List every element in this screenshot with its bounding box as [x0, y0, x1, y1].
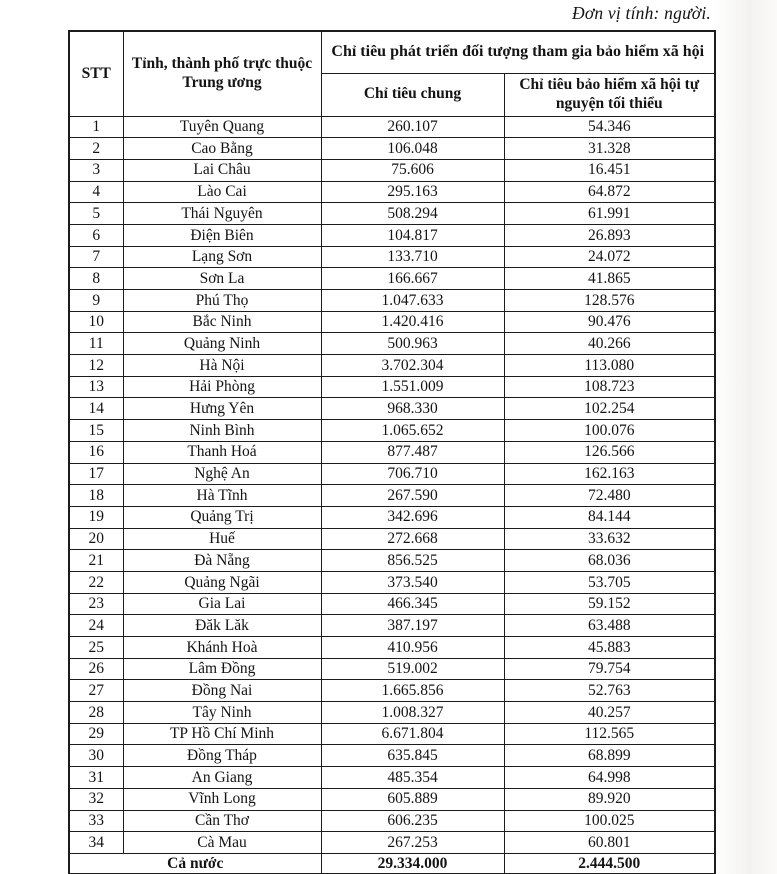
cell-province: TP Hồ Chí Minh	[123, 723, 321, 745]
cell-province: Tây Ninh	[123, 702, 321, 724]
cell-general: 106.048	[321, 138, 504, 160]
cell-general: 519.002	[321, 658, 504, 680]
cell-stt: 33	[69, 810, 123, 832]
table-row	[69, 528, 715, 550]
cell-province: Đồng Tháp	[123, 745, 321, 767]
cell-stt: 10	[69, 311, 123, 333]
table-header	[69, 31, 715, 116]
cell-stt: 11	[69, 333, 123, 355]
table-row	[69, 290, 715, 312]
table-row	[69, 723, 715, 745]
insurance-targets-table	[68, 30, 716, 874]
cell-province: Hải Phòng	[123, 376, 321, 398]
cell-stt: 17	[69, 463, 123, 485]
cell-province: Quảng Ninh	[123, 333, 321, 355]
cell-voluntary: 31.328	[504, 138, 715, 160]
total-row	[69, 853, 715, 874]
cell-province: Thanh Hoá	[123, 441, 321, 463]
cell-province: An Giang	[123, 767, 321, 789]
table-body	[69, 116, 715, 853]
cell-voluntary: 53.705	[504, 571, 715, 593]
cell-province: Quảng Ngãi	[123, 571, 321, 593]
cell-voluntary: 52.763	[504, 680, 715, 702]
cell-general: 6.671.804	[321, 723, 504, 745]
cell-general: 272.668	[321, 528, 504, 550]
cell-stt: 29	[69, 723, 123, 745]
col-header-stt: STT	[69, 31, 123, 116]
cell-voluntary: 60.801	[504, 832, 715, 854]
col-header-general: Chỉ tiêu chung	[321, 73, 504, 116]
cell-province: Đà Nẵng	[123, 550, 321, 572]
cell-voluntary: 90.476	[504, 311, 715, 333]
header-row-group	[69, 31, 715, 73]
table-row	[69, 246, 715, 268]
cell-general: 1.065.652	[321, 420, 504, 442]
cell-province: Hà Tĩnh	[123, 485, 321, 507]
cell-voluntary: 112.565	[504, 723, 715, 745]
table-row	[69, 810, 715, 832]
table-row	[69, 420, 715, 442]
cell-general: 3.702.304	[321, 355, 504, 377]
cell-general: 342.696	[321, 506, 504, 528]
cell-stt: 20	[69, 528, 123, 550]
table-row	[69, 615, 715, 637]
cell-stt: 4	[69, 181, 123, 203]
cell-province: Lào Cai	[123, 181, 321, 203]
table-row	[69, 485, 715, 507]
cell-province: Cần Thơ	[123, 810, 321, 832]
cell-voluntary: 126.566	[504, 441, 715, 463]
table-row	[69, 571, 715, 593]
cell-province: Điện Biên	[123, 224, 321, 246]
table-row	[69, 767, 715, 789]
cell-stt: 16	[69, 441, 123, 463]
cell-voluntary: 61.991	[504, 203, 715, 225]
table-row	[69, 224, 715, 246]
cell-general: 267.590	[321, 485, 504, 507]
table-row	[69, 788, 715, 810]
cell-stt: 31	[69, 767, 123, 789]
cell-stt: 28	[69, 702, 123, 724]
cell-general: 877.487	[321, 441, 504, 463]
cell-voluntary: 113.080	[504, 355, 715, 377]
cell-voluntary: 72.480	[504, 485, 715, 507]
cell-province: Cao Bằng	[123, 138, 321, 160]
cell-province: Nghệ An	[123, 463, 321, 485]
cell-stt: 9	[69, 290, 123, 312]
cell-stt: 32	[69, 788, 123, 810]
cell-province: Đồng Nai	[123, 680, 321, 702]
unit-note: Đơn vị tính: người.	[572, 3, 711, 23]
table-row	[69, 116, 715, 138]
cell-stt: 27	[69, 680, 123, 702]
cell-voluntary: 59.152	[504, 593, 715, 615]
table-row	[69, 376, 715, 398]
table-row	[69, 441, 715, 463]
cell-province: Tuyên Quang	[123, 116, 321, 138]
table-row	[69, 550, 715, 572]
cell-general: 605.889	[321, 788, 504, 810]
cell-stt: 25	[69, 637, 123, 659]
cell-voluntary: 79.754	[504, 658, 715, 680]
table-row	[69, 637, 715, 659]
cell-province: Thái Nguyên	[123, 203, 321, 225]
cell-stt: 13	[69, 376, 123, 398]
cell-general: 133.710	[321, 246, 504, 268]
table-row	[69, 355, 715, 377]
cell-voluntary: 68.036	[504, 550, 715, 572]
cell-stt: 21	[69, 550, 123, 572]
cell-province: Lâm Đồng	[123, 658, 321, 680]
cell-stt: 1	[69, 116, 123, 138]
cell-general: 466.345	[321, 593, 504, 615]
cell-general: 1.047.633	[321, 290, 504, 312]
cell-voluntary: 40.257	[504, 702, 715, 724]
table-row	[69, 333, 715, 355]
cell-voluntary: 26.893	[504, 224, 715, 246]
cell-province: Phú Thọ	[123, 290, 321, 312]
cell-general: 635.845	[321, 745, 504, 767]
cell-stt: 24	[69, 615, 123, 637]
cell-general: 260.107	[321, 116, 504, 138]
cell-voluntary: 84.144	[504, 506, 715, 528]
cell-voluntary: 54.346	[504, 116, 715, 138]
cell-voluntary: 68.899	[504, 745, 715, 767]
cell-stt: 7	[69, 246, 123, 268]
cell-stt: 8	[69, 268, 123, 290]
cell-voluntary: 100.076	[504, 420, 715, 442]
cell-stt: 3	[69, 159, 123, 181]
cell-general: 295.163	[321, 181, 504, 203]
table-row	[69, 138, 715, 160]
cell-general: 75.606	[321, 159, 504, 181]
cell-province: Sơn La	[123, 268, 321, 290]
col-header-group: Chỉ tiêu phát triển đối tượng tham gia bảo hiểm xã hội	[321, 31, 715, 73]
cell-stt: 22	[69, 571, 123, 593]
table-row	[69, 593, 715, 615]
table-row	[69, 463, 715, 485]
cell-province: Lai Châu	[123, 159, 321, 181]
table-row	[69, 745, 715, 767]
table-row	[69, 268, 715, 290]
cell-stt: 14	[69, 398, 123, 420]
cell-province: Lạng Sơn	[123, 246, 321, 268]
cell-stt: 26	[69, 658, 123, 680]
table-row	[69, 680, 715, 702]
cell-voluntary: 89.920	[504, 788, 715, 810]
cell-province: Hưng Yên	[123, 398, 321, 420]
cell-general: 1.008.327	[321, 702, 504, 724]
table-row	[69, 506, 715, 528]
cell-general: 1.665.856	[321, 680, 504, 702]
cell-general: 387.197	[321, 615, 504, 637]
cell-voluntary: 108.723	[504, 376, 715, 398]
cell-general: 485.354	[321, 767, 504, 789]
cell-stt: 12	[69, 355, 123, 377]
table-footer	[69, 853, 715, 874]
cell-province: Bắc Ninh	[123, 311, 321, 333]
cell-general: 166.667	[321, 268, 504, 290]
cell-stt: 15	[69, 420, 123, 442]
cell-voluntary: 102.254	[504, 398, 715, 420]
cell-province: Vĩnh Long	[123, 788, 321, 810]
cell-general: 706.710	[321, 463, 504, 485]
cell-province: Gia Lai	[123, 593, 321, 615]
cell-province: Ninh Bình	[123, 420, 321, 442]
cell-province: Hà Nội	[123, 355, 321, 377]
cell-stt: 6	[69, 224, 123, 246]
table-row	[69, 311, 715, 333]
cell-voluntary: 162.163	[504, 463, 715, 485]
cell-general: 410.956	[321, 637, 504, 659]
cell-general: 104.817	[321, 224, 504, 246]
col-header-province: Tỉnh, thành phố trực thuộc Trung ương	[123, 31, 321, 116]
cell-voluntary: 128.576	[504, 290, 715, 312]
cell-general: 1.420.416	[321, 311, 504, 333]
cell-stt: 2	[69, 138, 123, 160]
table-row	[69, 702, 715, 724]
cell-province: Quảng Trị	[123, 506, 321, 528]
cell-province: Cà Mau	[123, 832, 321, 854]
cell-voluntary: 45.883	[504, 637, 715, 659]
cell-voluntary: 40.266	[504, 333, 715, 355]
cell-province: Đăk Lăk	[123, 615, 321, 637]
cell-stt: 5	[69, 203, 123, 225]
cell-province: Huế	[123, 528, 321, 550]
cell-voluntary: 24.072	[504, 246, 715, 268]
col-header-voluntary: Chỉ tiêu bảo hiểm xã hội tự nguyện tối thiểu	[504, 73, 715, 116]
cell-stt: 23	[69, 593, 123, 615]
table-row	[69, 658, 715, 680]
cell-stt: 34	[69, 832, 123, 854]
cell-general: 968.330	[321, 398, 504, 420]
cell-general: 508.294	[321, 203, 504, 225]
table-row	[69, 159, 715, 181]
total-voluntary-value: 2.444.500	[504, 853, 715, 874]
cell-stt: 19	[69, 506, 123, 528]
table-row	[69, 398, 715, 420]
cell-voluntary: 33.632	[504, 528, 715, 550]
cell-general: 856.525	[321, 550, 504, 572]
cell-province: Khánh Hoà	[123, 637, 321, 659]
cell-voluntary: 41.865	[504, 268, 715, 290]
cell-voluntary: 63.488	[504, 615, 715, 637]
total-label: Cả nước	[69, 853, 321, 874]
cell-general: 606.235	[321, 810, 504, 832]
cell-stt: 18	[69, 485, 123, 507]
cell-general: 500.963	[321, 333, 504, 355]
table-row	[69, 203, 715, 225]
table-row	[69, 181, 715, 203]
cell-general: 1.551.009	[321, 376, 504, 398]
total-general-value: 29.334.000	[321, 853, 504, 874]
cell-general: 373.540	[321, 571, 504, 593]
cell-voluntary: 100.025	[504, 810, 715, 832]
table-row	[69, 832, 715, 854]
cell-voluntary: 64.872	[504, 181, 715, 203]
cell-stt: 30	[69, 745, 123, 767]
cell-general: 267.253	[321, 832, 504, 854]
cell-voluntary: 64.998	[504, 767, 715, 789]
cell-voluntary: 16.451	[504, 159, 715, 181]
